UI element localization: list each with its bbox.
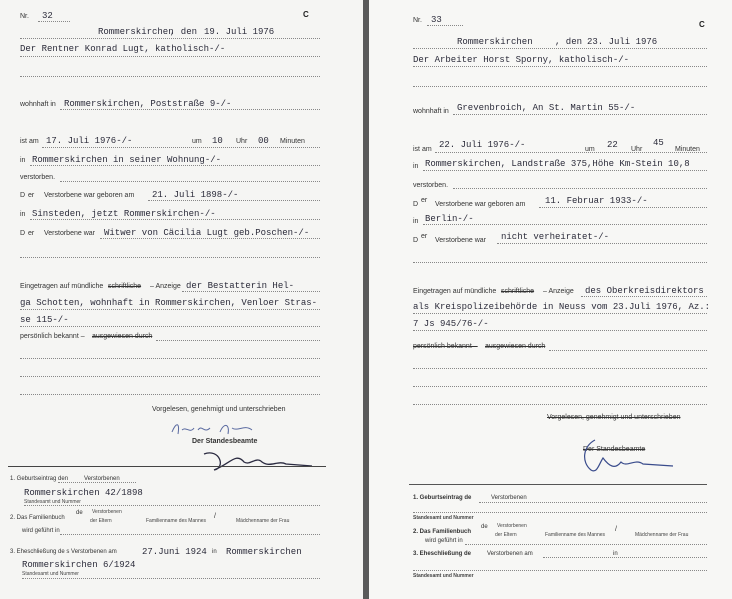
- birth-in-label: in: [20, 211, 26, 218]
- verstorben-label: verstorben.: [20, 174, 56, 181]
- er-suffix-2: er: [421, 233, 428, 240]
- f2-eltern: der Eltern: [90, 518, 112, 524]
- death-hour: 22: [607, 140, 618, 150]
- f2-eltern: der Eltern: [495, 532, 517, 538]
- f2-label: 2. Das Familienbuch: [413, 529, 472, 535]
- f2-slash: /: [615, 526, 617, 533]
- f2-label: 2. Das Familienbuch: [10, 515, 65, 521]
- f1-sub: Verstorbenen: [84, 476, 120, 482]
- f3-in: in: [613, 551, 618, 557]
- marital-status: nicht verheiratet-/-: [501, 232, 610, 242]
- registration-date: 23. Juli 1976: [587, 37, 658, 47]
- signed-label: Vorgelesen, genehmigt und unterschrieben: [152, 406, 286, 413]
- f2-mann: Familienname des Mannes: [146, 518, 207, 524]
- residence-value: Grevenbroich, An St. Martin 55-/-: [457, 103, 636, 113]
- er-suffix: er: [28, 192, 35, 199]
- ausgewiesen-struck: ausgewiesen durch: [485, 343, 546, 350]
- death-place: Rommerskirchen, Landstraße 375,Höhe Km-Stein 10,8: [425, 159, 690, 169]
- um-label: um: [192, 138, 202, 145]
- birth-date: 21. Juli 1898-/-: [152, 190, 239, 200]
- f1-small: Standesamt und Nummer: [24, 499, 81, 505]
- f2-de: de: [76, 510, 83, 516]
- death-date: 17. Juli 1976-/-: [46, 136, 133, 146]
- death-date-label: ist am: [413, 146, 432, 153]
- signed-label: Vorgelesen, genehmigt und unterschrieben: [547, 414, 681, 421]
- registered-label: Eingetragen auf mündliche: [20, 283, 104, 290]
- minuten-label: Minuten: [280, 138, 305, 145]
- born-label: Verstorbene war geboren am: [44, 192, 135, 199]
- in-label: in: [20, 157, 26, 164]
- record-number-label: Nr.: [20, 13, 29, 20]
- f3-small: Standesamt und Nummer: [22, 571, 79, 577]
- f3-value: Rommerskirchen 6/1924: [22, 560, 136, 570]
- corner-mark: C: [303, 10, 309, 19]
- f2-slash: /: [214, 513, 216, 520]
- footer-divider: [8, 466, 326, 467]
- date-label: , den: [170, 27, 198, 37]
- record-number-label: Nr.: [413, 17, 422, 24]
- record-number: 32: [42, 11, 53, 21]
- f1-label: 1. Geburtseintrag den: [10, 476, 69, 482]
- f2-mann: Familienname des Mannes: [545, 532, 606, 538]
- deceased-person: Der Rentner Konrad Lugt, katholisch-/-: [20, 44, 226, 54]
- birth-date: 11. Februar 1933-/-: [545, 196, 648, 206]
- registered-label: Eingetragen auf mündliche: [413, 288, 497, 295]
- f2-de: de: [481, 524, 488, 530]
- er-suffix-2: er: [28, 230, 35, 237]
- f2-sub: wird geführt in: [425, 538, 463, 544]
- f3-small: Standesamt und Nummer: [413, 573, 474, 579]
- f3-place: Rommerskirchen: [226, 547, 302, 557]
- schriftliche-struck: schriftliche: [108, 283, 142, 290]
- death-date: 22. Juli 1976-/-: [439, 140, 526, 150]
- in-label: in: [413, 163, 419, 170]
- death-minutes: 45: [653, 138, 664, 148]
- death-hour: 10: [212, 136, 223, 146]
- notifier-line-2: ga Schotten, wohnhaft in Rommerskirchen, Venloer Stras-: [20, 298, 318, 308]
- er-suffix: er: [421, 197, 428, 204]
- f3-label: 3. Eheschließung de: [413, 551, 472, 557]
- registrar-signature: [569, 436, 679, 480]
- known-label: persönlich bekannt –: [20, 333, 85, 340]
- f2-frau: Mädchenname der Frau: [236, 518, 290, 524]
- notifier-line-3: se 115-/-: [20, 315, 69, 325]
- notifier-line-1: des Oberkreisdirektors: [585, 286, 704, 296]
- ausgewiesen-struck: ausgewiesen durch: [92, 333, 153, 340]
- death-date-label: ist am: [20, 138, 39, 145]
- registration-date: 19. Juli 1976: [204, 27, 275, 37]
- verstorben-label: verstorben.: [413, 182, 449, 189]
- death-minutes: 00: [258, 136, 269, 146]
- registrar-label: Der Standesbeamte: [583, 446, 646, 453]
- uhr-label: Uhr: [236, 138, 248, 145]
- notifier-line-3: 7 Js 945/76-/-: [413, 319, 489, 329]
- f1-label: 1. Geburtseintrag de: [413, 495, 472, 501]
- f2-verst: Verstorbenen: [497, 523, 527, 529]
- notifier-line-1: der Bestatterin Hel-: [186, 281, 295, 291]
- f3-label: 3. Eheschließung de s Verstorbenen am: [10, 549, 117, 555]
- f3-date: 27.Juni 1924: [142, 547, 207, 557]
- d-prefix-2: D: [413, 237, 419, 244]
- anzeige-label: – Anzeige: [150, 283, 181, 290]
- record-number: 33: [431, 15, 442, 25]
- date-label: , den: [555, 37, 583, 47]
- birth-in-label: in: [413, 218, 419, 225]
- d-prefix-2: D: [20, 230, 26, 237]
- marital-status: Witwer von Cäcilia Lugt geb.Poschen-/-: [104, 228, 310, 238]
- status-label: Verstorbene war: [44, 230, 95, 237]
- residence-label: wohnhaft in: [413, 108, 449, 115]
- f2-frau: Mädchenname der Frau: [635, 532, 689, 538]
- f1-sub: Verstorbenen: [491, 495, 527, 501]
- corner-mark: C: [699, 20, 705, 29]
- registrar-signature: [200, 446, 320, 472]
- d-prefix: D: [20, 192, 26, 199]
- status-label: Verstorbene war: [435, 237, 486, 244]
- right-record-page: [369, 0, 732, 599]
- death-place: Rommerskirchen in seiner Wohnung-/-: [32, 155, 222, 165]
- place-of-registration: Rommerskirchen: [98, 27, 174, 37]
- d-prefix: D: [413, 201, 419, 208]
- notifier-line-2: als Kreispolizeibehörde in Neuss vom 23.Juli 1976, Az.:: [413, 302, 711, 312]
- f3-verst: Verstorbenen am: [487, 551, 533, 557]
- birth-place: Sinsteden, jetzt Rommerskirchen-/-: [32, 209, 216, 219]
- schriftliche-struck: schriftliche: [501, 288, 535, 295]
- um-label: um: [585, 146, 595, 153]
- born-label: Verstorbene war geboren am: [435, 201, 526, 208]
- footer-divider: [409, 484, 707, 485]
- f1-value: Rommerskirchen 42/1898: [24, 488, 143, 498]
- f2-sub: wird geführt in: [22, 528, 60, 534]
- uhr-label: Uhr: [631, 146, 643, 153]
- known-label: persönlich bekannt –: [413, 343, 478, 350]
- deceased-person: Der Arbeiter Horst Sporny, katholisch-/-: [413, 55, 630, 65]
- anzeige-label: – Anzeige: [543, 288, 574, 295]
- place-of-registration: Rommerskirchen: [457, 37, 533, 47]
- left-record-page: [0, 0, 363, 599]
- residence-label: wohnhaft in: [20, 101, 56, 108]
- f1-small: Standesamt und Nummer: [413, 515, 474, 521]
- f2-verst: Verstorbenen: [92, 509, 122, 515]
- birth-place: Berlin-/-: [425, 214, 474, 224]
- registrar-label: Der Standesbeamte: [192, 438, 258, 445]
- minuten-label: Minuten: [675, 146, 700, 153]
- f3-in: in: [212, 549, 217, 555]
- residence-value: Rommerskirchen, Poststraße 9-/-: [64, 99, 232, 109]
